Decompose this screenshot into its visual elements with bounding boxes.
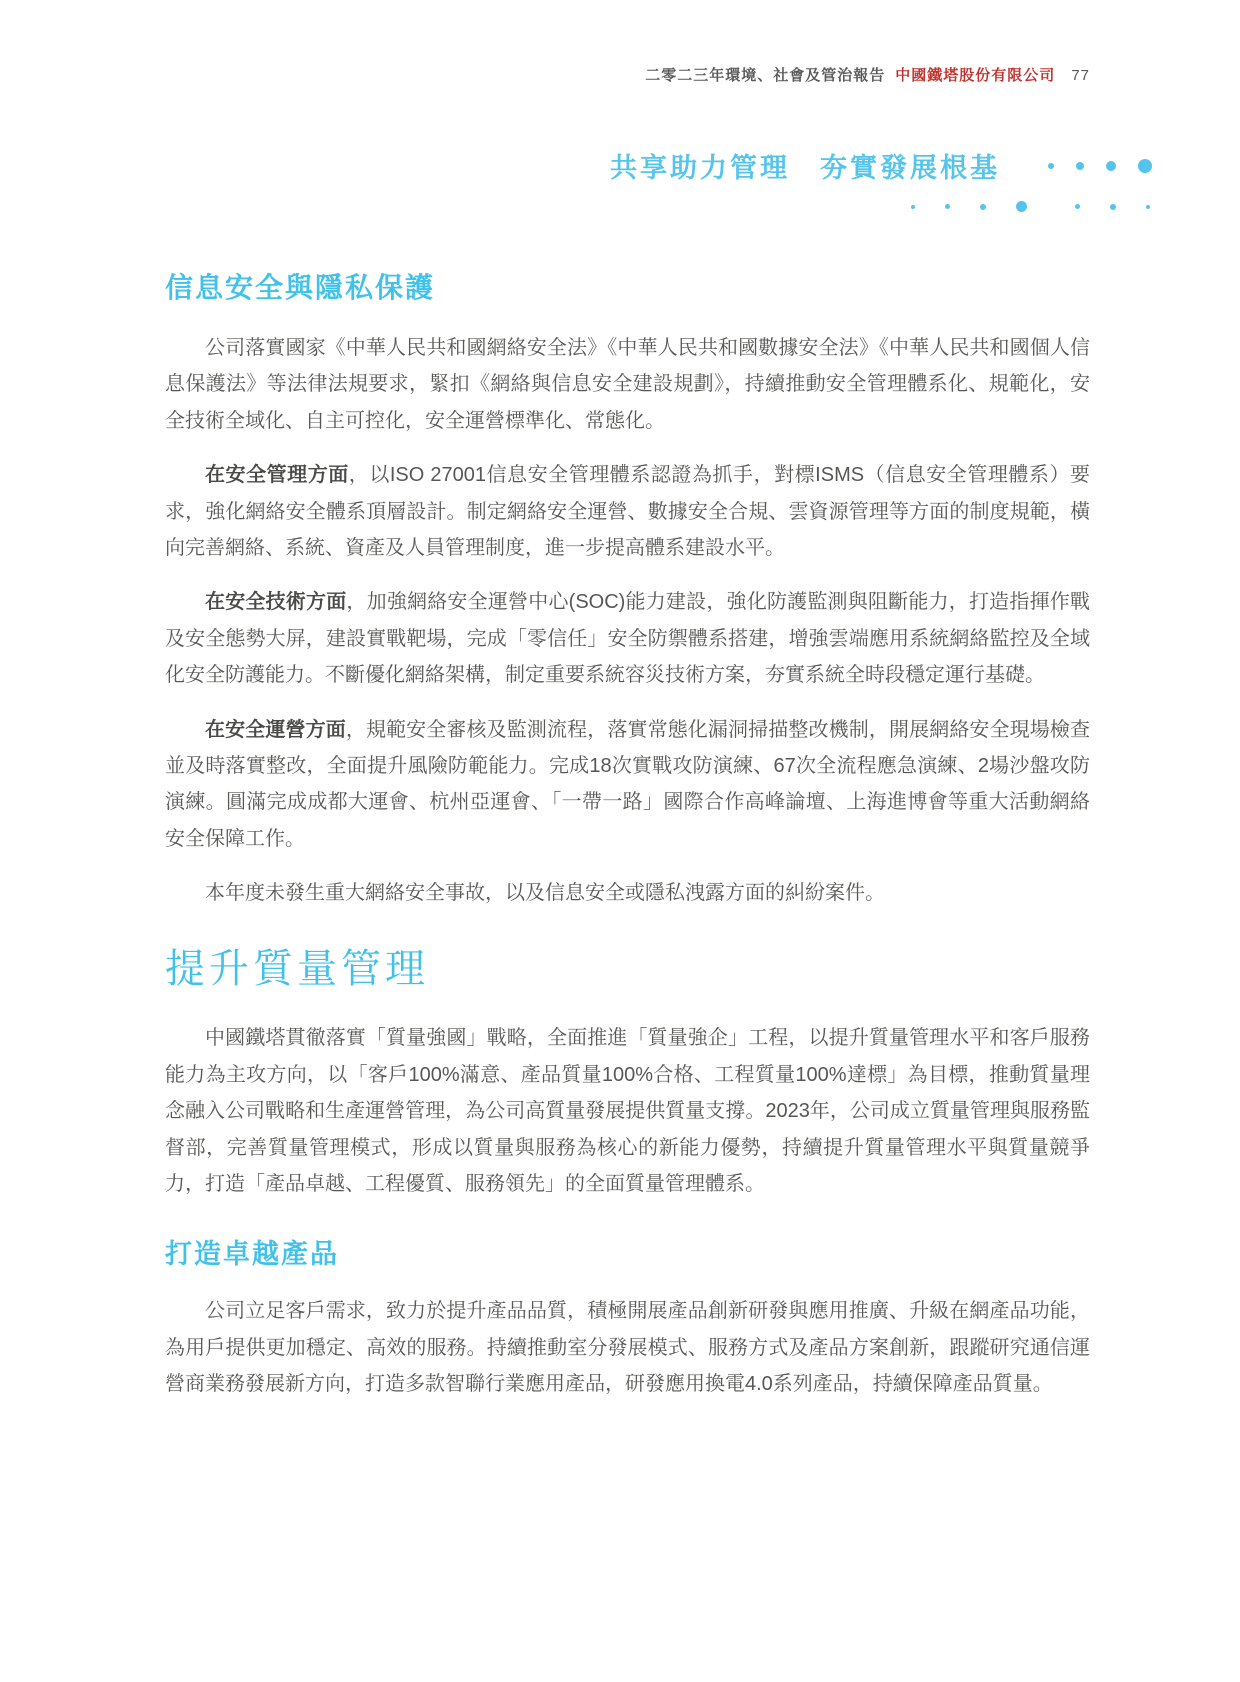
- paragraph-text: ，以ISO 27001信息安全管理體系認證為抓手，對標ISMS（信息安全管理體系）要求，強化網絡安全體系頂層設計。制定網絡安全運營、數據安全合規、雲資源管理等方面的制度規範，橫向完善網絡、系統、資產及人員管理制度，進一步提高體系建設水平。: [165, 464, 1091, 559]
- dot-icon: [1110, 204, 1116, 210]
- paragraph: [165, 1020, 1090, 1202]
- running-header: [645, 64, 1090, 85]
- paragraph-text: 公司落實國家《中華人民共和國網絡安全法》《中華人民共和國數據安全法》《中華人民共和國個人信息保護法》等法律法規要求，緊扣《網絡與信息安全建設規劃》，持續推動安全管理體系化、規範化，安全技術全域化、自主可控化，安全運營標準化、常態化。: [165, 337, 1090, 432]
- section-heading-excellent-products: 打造卓越產品: [165, 1239, 339, 1270]
- report-title: 二零二三年環境、社會及管治報告: [645, 67, 886, 84]
- paragraph-text: 中國鐵塔貫徹落實「質量強國」戰略，全面推進「質量強企」工程，以提升質量管理水平和客戶服務能力為主攻方向，以「客戶100%滿意、產品質量100%合格、工程質量100%達標」為目標，推動質量理念融入公司戰略和生產運營管理，為公司高質量發展提供質量支撐。2023年，公司成立質量管理與服務監督部，完善質量管理模式，形成以質量與服務為核心的新能力優勢，持續提升質量管理水平與質量競爭力，打造「產品卓越、工程優質、服務領先」的全面質量管理體系。: [165, 1027, 1090, 1196]
- paragraph-text: ，規範安全審核及監測流程，落實常態化漏洞掃描整改機制，開展網絡安全現場檢查並及時落實整改，全面提升風險防範能力。完成18次實戰攻防演練、67次全流程應急演練、2場沙盤攻防演練。圓滿完成成都大運會、杭州亞運會、「一帶一路」國際合作高峰論壇、上海進博會等重大活動網絡安全保障工作。: [165, 718, 1091, 850]
- dot-icon: [980, 204, 986, 210]
- dot-icon: [1048, 163, 1054, 169]
- chapter-tagline-block: [610, 146, 1152, 212]
- paragraph-lead: 在安全技術方面: [205, 591, 347, 614]
- chapter-tagline: 共享助力管理 夯實發展根基: [610, 153, 1000, 183]
- paragraph: [165, 330, 1090, 439]
- section-heading-quality-management: 提升質量管理: [165, 947, 429, 992]
- dot-decoration-row-bottom: [610, 201, 1152, 212]
- dot-icon: [1138, 159, 1152, 173]
- dot-icon: [1075, 204, 1080, 209]
- paragraph-lead: 在安全運營方面: [205, 718, 346, 741]
- paragraph: [165, 1293, 1090, 1402]
- page-number: 77: [1071, 67, 1090, 84]
- paragraph: [165, 457, 1090, 566]
- main-content: [165, 266, 1090, 1421]
- section-heading-info-security: 信息安全與隱私保護: [165, 272, 436, 303]
- dot-icon: [1106, 161, 1116, 171]
- dot-decoration-row-top: [1026, 159, 1152, 173]
- paragraph: [165, 712, 1090, 858]
- paragraph-text: 本年度未發生重大網絡安全事故，以及信息安全或隱私洩露方面的糾紛案件。: [205, 882, 885, 905]
- dot-icon: [1146, 205, 1150, 209]
- paragraph-text: 公司立足客戶需求，致力於提升產品品質，積極開展產品創新研發與應用推廣、升級在網產品功能，為用戶提供更加穩定、高效的服務。持續推動室分發展模式、服務方式及產品方案創新，跟蹤研究通信運營商業務發展新方向，打造多款智聯行業應用產品，研發應用換電4.0系列產品，持續保障產品質量。: [165, 1300, 1090, 1396]
- paragraph: [165, 584, 1090, 693]
- company-name: 中國鐵塔股份有限公司: [895, 67, 1056, 84]
- paragraph: [165, 875, 1090, 911]
- paragraph-text: ，加強網絡安全運營中心(SOC)能力建設，強化防護監測與阻斷能力，打造指揮作戰及安全態勢大屏，建設實戰靶場，完成「零信任」安全防禦體系搭建，增強雲端應用系統網絡監控及全域化安全防護能力。不斷優化網絡架構，制定重要系統容災技術方案，夯實系統全時段穩定運行基礎。: [165, 591, 1090, 687]
- paragraph-lead: 在安全管理方面: [205, 464, 349, 487]
- dot-icon: [1016, 201, 1027, 212]
- dot-icon: [911, 205, 915, 209]
- dot-icon: [945, 204, 950, 209]
- dot-icon: [1076, 162, 1084, 170]
